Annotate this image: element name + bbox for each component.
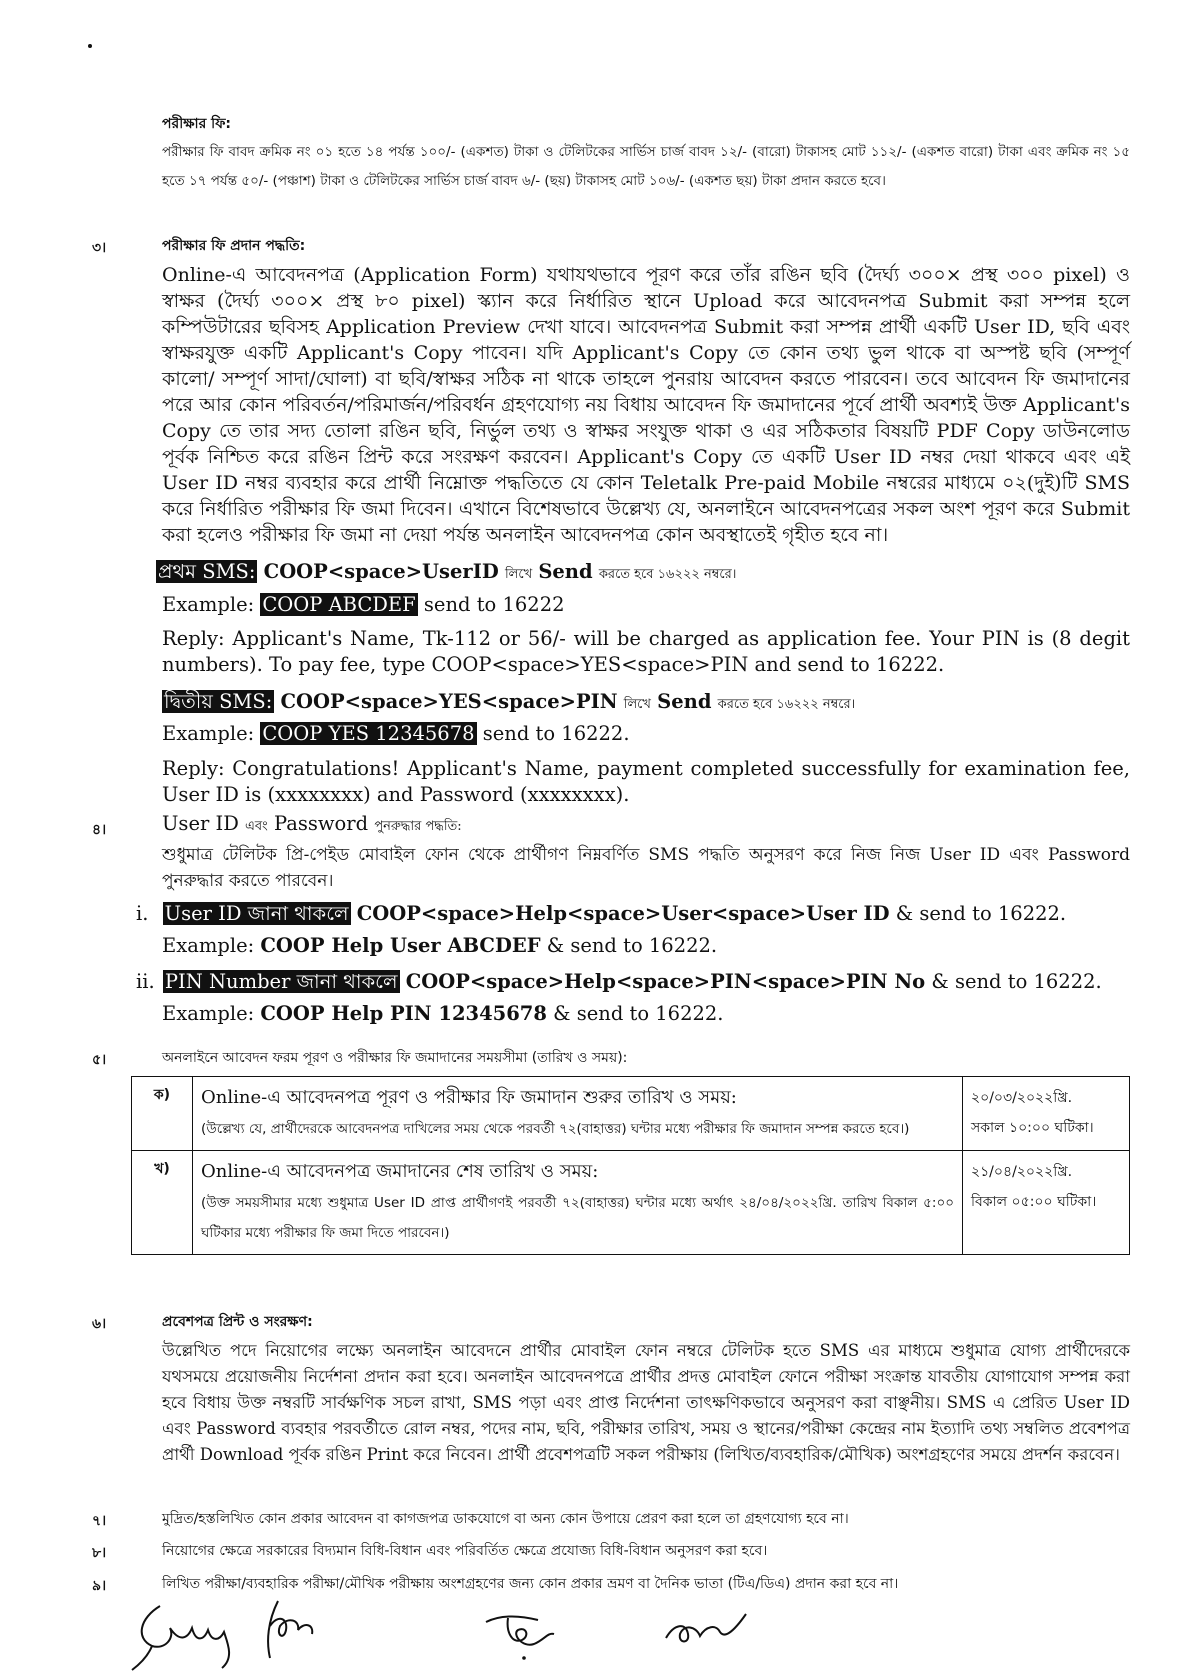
section-4-heading-d: পুনরুদ্ধার পদ্ধতি: (374, 819, 462, 834)
fee-heading: পরীক্ষার ফি: (162, 116, 232, 132)
schedule-row-time: সকাল ১০:০০ ঘটিকা। (971, 1120, 1094, 1136)
signature-1 (130, 1598, 250, 1678)
schedule-row-id: ক) (132, 1077, 193, 1151)
example1-label: Example: (162, 593, 255, 616)
section-4-number: ৪। (92, 822, 107, 838)
schedule-table (131, 1076, 1130, 1255)
section-7-number: ৭। (92, 1513, 107, 1529)
recovery-ii-label: PIN Number জানা থাকলে (164, 970, 398, 993)
sms2-code: COOP<space>YES<space>PIN (280, 690, 618, 713)
sms2-end: করতে হবে ১৬২২২ নম্বরে। (717, 697, 856, 712)
recovery-ii-example-code: COOP Help PIN 12345678 (260, 1002, 547, 1025)
reply1-text: Reply: Applicant's Name, Tk-112 or 56/- will be charged as application fee. Your PIN is (8 degit numbers). To pay fee, type COOP<space>YES<space>PIN and send to 16222. (162, 627, 1130, 676)
recovery-i-example-code: COOP Help User ABCDEF (260, 934, 541, 957)
signature-4 (660, 1604, 750, 1654)
section-4-heading-b: এবং (245, 819, 268, 834)
schedule-row (132, 1151, 1130, 1255)
section-8-text: নিয়োগের ক্ষেত্রে সরকারের বিদ্যমান বিধি-বিধান এবং পরিবর্তিত ক্ষেত্রে প্রযোজ্য বিধি-বিধান অনুসরণ করা হবে। (162, 1543, 768, 1559)
section-6-number: ৬। (92, 1316, 107, 1332)
recovery-ii-example-tail: & send to 16222. (553, 1002, 724, 1025)
sms1-tail: লিখে (504, 567, 533, 582)
scan-speck (88, 44, 92, 48)
section-3-paragraph: Online-এ আবেদনপত্র (Application Form) যথাযথভাবে পূরণ করে তাঁর রঙিন ছবি (দৈর্ঘ্য ৩০০× প্রস্থ ৩০০ pixel) ও স্বাক্ষর (দৈর্ঘ্য ৩০০× প্রস্থ ৮০ pixel) স্ক্যান করে নির্ধারিত স্থানে Upload করে আবেদনপত্র Submit করা সম্পন্ন হলে কম্পিউটারের ছবিসহ Application Preview দেখা যাবে। আবেদনপত্র Submit করা সম্পন্ন প্রার্থী একটি User ID, ছবি এবং স্বাক্ষরযুক্ত একটি Applicant's Copy পাবেন। যদি Applicant's Copy তে কোন তথ্য ভুল থাকে বা অস্পষ্ট ছবি (সম্পূর্ণ কালো/ সম্পূর্ণ সাদা/ঘোলা) বা ছবি/স্বাক্ষর সঠিক না থাকে তাহলে পুনরায় আবেদন করতে পারবেন। তবে আবেদন ফি জমাদানের পরে আর কোন পরিবর্তন/পরিমার্জন/পরিবর্ধন গ্রহণযোগ্য নয় বিধায় আবেদন ফি জমাদানের পূর্বে প্রার্থী অবশ্যই উক্ত Applicant's Copy তে তার সদ্য তোলা রঙিন ছবি, নির্ভুল তথ্য ও স্বাক্ষর সংযুক্ত থাকা ও এর সঠিকতার বিষয়টি PDF Copy ডাউনলোড পূর্বক নিশ্চিত করে রঙিন প্রিন্ট করে সংরক্ষণ করবেন। Applicant's Copy তে একটি User ID নম্বর দেয়া থাকবে এবং এই User ID নম্বর ব্যবহার করে প্রার্থী নিম্নোক্ত পদ্ধতিতে যে কোন Teletalk Pre-paid Mobile নম্বরের মাধ্যমে ০২(দুই)টি SMS করে নির্ধারিত পরীক্ষার ফি জমা দিবেন। এখানে বিশেষভাবে উল্লেখ্য যে, অনলাইনে আবেদনপত্রের সকল অংশ পূরণ করে Submit করা হলেও পরীক্ষার ফি জমা না দেয়া পর্যন্ত অনলাইন আবেদনপত্র কোন অবস্থাতেই গৃহীত হবে না। (162, 264, 1130, 546)
section-4-heading-c: Password (273, 812, 369, 835)
recovery-i-example-tail: & send to 16222. (546, 934, 718, 957)
schedule-row-time: বিকাল ০৫:০০ ঘটিকা। (971, 1194, 1097, 1210)
schedule-row-date: ২১/০৪/২০২২খ্রি. (971, 1164, 1073, 1180)
section-6-paragraph: উল্লেখিত পদে নিয়োগের লক্ষ্যে অনলাইন আবেদনে প্রার্থীর মোবাইল ফোন নম্বরে টেলিটক হতে SMS এর মাধ্যমে শুধুমাত্র যোগ্য প্রার্থীদেরকে যথসময়ে প্রয়োজনীয় নির্দেশনা প্রদান করা হবে। অনলাইন আবেদনপত্রে প্রার্থীর প্রদত্ত মোবাইল ফোনে পরীক্ষা সংক্রান্ত যাবতীয় যোগাযোগ সম্পন্ন করা হবে বিধায় উক্ত নম্বরটি সার্বক্ষণিক সচল রাখা, SMS পড়া এবং প্রাপ্ত নির্দেশনা তাৎক্ষণিকভাবে অনুসরণ করা বাঞ্ছনীয়। SMS এ প্রেরিত User ID এবং Password ব্যবহার পরবর্তীতে রোল নম্বর, পদের নাম, ছবি, পরীক্ষার তারিখ, সময় ও স্থানের/পরীক্ষা কেন্দ্রের নাম ইত্যাদি তথ্য সম্বলিত প্রবেশপত্র প্রার্থী Download পূর্বক রঙিন Print করে নিবেন। প্রার্থী প্রবেশপত্রটি সকল পরীক্ষায় (লিখিত/ব্যবহারিক/মৌখিক) অংশগ্রহণের সময়ে প্রদর্শন করবেন। (162, 1341, 1130, 1464)
recovery-i-tail: & send to 16222. (895, 902, 1067, 925)
schedule-row-note: (উক্ত সময়সীমার মধ্যে শুধুমাত্র User ID প্রাপ্ত প্রার্থীগণই পরবর্তী ৭২(বাহাত্তর) ঘন্টার মধ্যে অর্থাৎ ২৪/০৪/২০২২খ্রি. তারিখ বিকাল ৫:০০ ঘটিকার মধ্যে পরীক্ষার ফি জমা দিতে পারবেন।) (201, 1195, 954, 1241)
section-3-number: ৩। (92, 240, 107, 256)
recovery-ii-example (162, 1002, 724, 1025)
section-5-number: ৫। (92, 1052, 107, 1068)
schedule-row-title: Online-এ আবেদনপত্র জমাদানের শেষ তারিখ ও সময়: (201, 1161, 599, 1182)
example1-line (162, 593, 565, 616)
schedule-row-description (193, 1151, 963, 1255)
fee-text: পরীক্ষার ফি বাবদ ক্রমিক নং ০১ হতে ১৪ পর্যন্ত ১০০/- (একশত) টাকা ও টেলিটকের সার্ভিস চার্জ বাবদ ১২/- (বারো) টাকাসহ মোট ১১২/- (একশত বারো) টাকা এবং ক্রমিক নং ১৫ হতে ১৭ পর্যন্ত ৫০/- (পঞ্চাশ) টাকা ও টেলিটকের সার্ভিস চার্জ বাবদ ৬/- (ছয়) টাকাসহ মোট ১০৬/- (একশত ছয়) টাকা প্রদান করতে হবে। (162, 144, 1130, 189)
recovery-i-marker: i. (136, 902, 149, 925)
example2-label: Example: (162, 722, 255, 745)
recovery-ii-tail: & send to 16222. (931, 970, 1102, 993)
recovery-i-label: User ID জানা থাকলে (164, 902, 349, 925)
example2-line (162, 722, 630, 745)
section-9-text: লিখিত পরীক্ষা/ব্যবহারিক পরীক্ষা/মৌখিক পরীক্ষায় অংশগ্রহণের জন্য কোন প্রকার ভ্রমণ বা দৈনিক ভাতা (টিএ/ডিএ) প্রদান করা হবে না। (162, 1576, 899, 1592)
sms1-code: COOP<space>UserID (263, 560, 499, 583)
schedule-row-description (193, 1077, 963, 1151)
sms1-end: করতে হবে ১৬২২২ নম্বরে। (598, 567, 737, 582)
example2-code: COOP YES 12345678 (262, 722, 475, 745)
recovery-i-example (162, 934, 717, 957)
schedule-row-date: ২০/০৩/২০২২খ্রি. (971, 1090, 1073, 1106)
schedule-row-id: খ) (132, 1151, 193, 1255)
sms1-line (156, 558, 736, 590)
example1-code: COOP ABCDEF (262, 593, 416, 616)
section-6-heading: প্রবেশপত্র প্রিন্ট ও সংরক্ষণ: (162, 1314, 313, 1330)
schedule-row-title: Online-এ আবেদনপত্র পূরণ ও পরীক্ষার ফি জমাদান শুরুর তারিখ ও সময়: (201, 1087, 737, 1108)
schedule-row-datetime (963, 1077, 1130, 1151)
example2-tail: send to 16222. (482, 722, 630, 745)
section-9-number: ৯। (92, 1578, 107, 1594)
sms1-label: প্রথম SMS: (158, 560, 256, 583)
recovery-i-example-label: Example: (162, 934, 255, 957)
recovery-ii-marker: ii. (136, 970, 155, 993)
section-4-paragraph: শুধুমাত্র টেলিটক প্রি-পেইড মোবাইল ফোন থেকে প্রার্থীগণ নিম্নবর্ণিত SMS পদ্ধতি অনুসরণ করে নিজ নিজ User ID এবং Password পুনরুদ্ধার করতে পারবেন। (162, 845, 1130, 891)
reply2-text: Reply: Congratulations! Applicant's Name, payment completed successfully for examination fee, User ID is (xxxxxxxx) and Password (xxxxxxxx). (162, 757, 1130, 806)
recovery-i-code: COOP<space>Help<space>User<space>User ID (356, 902, 890, 925)
recovery-ii-code: COOP<space>Help<space>PIN<space>PIN No (405, 970, 926, 993)
schedule-row-note: (উল্লেখ্য যে, প্রার্থীদেরকে আবেদনপত্র দাখিলের সময় থেকে পরবর্তী ৭২(বাহাত্তর) ঘন্টার মধ্যে পরীক্ষার ফি জমাদান সম্পন্ন করতে হবে।) (201, 1121, 910, 1137)
example1-tail: send to 16222 (423, 593, 565, 616)
section-8-number: ৮। (92, 1545, 107, 1561)
section-5-heading: অনলাইনে আবেদন ফরম পূরণ ও পরীক্ষার ফি জমাদানের সময়সীমা (তারিখ ও সময়): (162, 1050, 628, 1066)
sms1-send: Send (538, 560, 593, 583)
recovery-i-line (136, 900, 1066, 932)
sms2-line (162, 688, 855, 720)
schedule-row-datetime (963, 1151, 1130, 1255)
signature-3 (482, 1604, 562, 1664)
recovery-ii-line (136, 968, 1102, 1000)
sms2-send: Send (657, 690, 712, 713)
signature-2 (258, 1596, 328, 1666)
section-4-heading-a: User ID (162, 812, 239, 835)
section-3-heading: পরীক্ষার ফি প্রদান পদ্ধতি: (162, 238, 306, 254)
sms2-tail: লিখে (623, 697, 651, 712)
sms2-label: দ্বিতীয় SMS: (164, 690, 273, 713)
section-7-text: মুদ্রিত/হস্তলিখিত কোন প্রকার আবেদন বা কাগজপত্র ডাকযোগে বা অন্য কোন উপায়ে প্রেরণ করা হলে তা গ্রহণযোগ্য হবে না। (162, 1511, 849, 1527)
schedule-row (132, 1077, 1130, 1151)
recovery-ii-example-label: Example: (162, 1002, 255, 1025)
section-4-heading (162, 812, 462, 838)
